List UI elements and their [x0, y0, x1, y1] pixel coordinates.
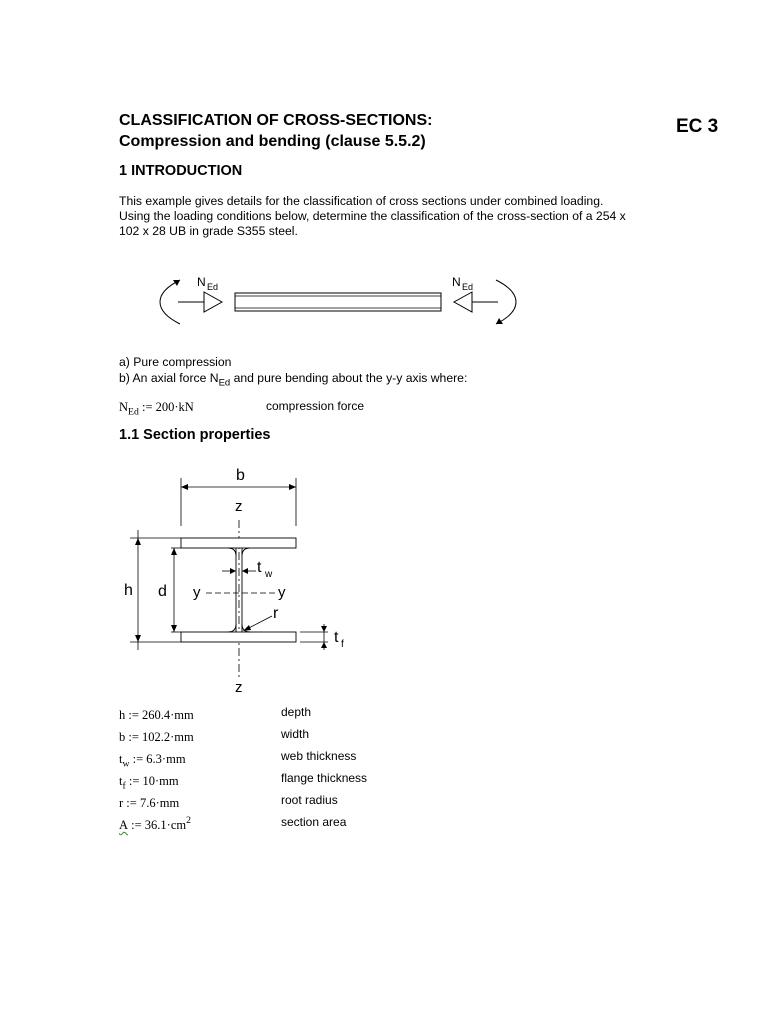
section-properties-list — [119, 706, 579, 838]
property-expression: $t_w$ := 6.3·mm — [119, 752, 186, 770]
load-case-a: a) Pure compression — [119, 355, 232, 369]
depth-h-label: h — [124, 582, 133, 599]
right-force-label: N — [452, 275, 461, 289]
axial-force-description: compression force — [266, 399, 365, 413]
left-moment-arc — [160, 280, 180, 324]
intro-line-2: Using the loading conditions below, determine the classification of the cross-section of a 254 x — [119, 209, 626, 223]
intro-line-3: 102 x 28 UB in grade S355 steel. — [119, 224, 298, 238]
property-expression: b := 102.2·mm — [119, 730, 194, 744]
intro-line-1: This example gives details for the classification of cross sections under combined loading. — [119, 194, 604, 208]
section-properties-heading: 1.1 Section properties — [119, 427, 271, 443]
property-row — [119, 706, 579, 728]
property-description: depth — [281, 705, 312, 719]
y-axis-left-label: y — [193, 584, 201, 601]
axial-force-expression — [119, 400, 194, 418]
property-expression: $t_f$ := 10·mm — [119, 774, 179, 792]
web-depth-d-label: d — [158, 583, 167, 600]
title-line-1: CLASSIFICATION OF CROSS-SECTIONS: — [119, 112, 433, 129]
load-case-b-prefix: b) An axial force N — [119, 371, 219, 385]
axial-load-diagram — [150, 268, 530, 330]
intro-paragraph — [119, 194, 626, 239]
z-axis-bottom-label: z — [235, 679, 243, 696]
property-description: flange thickness — [281, 771, 368, 785]
property-expression: A := $36.1\cdot cm^2$ — [119, 815, 191, 832]
width-b-label: b — [236, 467, 245, 484]
property-expression: h := 260.4·mm — [119, 708, 194, 722]
property-row — [119, 794, 579, 816]
flange-thickness-sub: f — [341, 639, 344, 650]
property-row — [119, 816, 579, 838]
eurocode-label: EC 3 — [676, 116, 719, 137]
web-thickness-sub: w — [265, 569, 273, 580]
property-description: width — [281, 727, 310, 741]
i-section-diagram — [118, 460, 350, 700]
intro-heading: 1 INTRODUCTION — [119, 163, 243, 179]
right-force-arrowhead — [454, 292, 472, 312]
axial-force-symbol: N — [119, 400, 129, 414]
left-force-sub: Ed — [207, 282, 219, 292]
property-row — [119, 728, 579, 750]
load-case-b-suffix: and pure bending about the y-y axis where: — [230, 371, 468, 385]
property-row — [119, 772, 579, 794]
property-row — [119, 750, 579, 772]
bottom-flange — [181, 632, 296, 642]
axial-force-value: := 200·kN — [138, 400, 194, 414]
property-description: section area — [281, 815, 347, 829]
load-case-b-sub: Ed — [218, 377, 231, 389]
z-axis-top-label: z — [235, 498, 243, 515]
property-description: web thickness — [281, 749, 357, 763]
root-radius-label: r — [273, 605, 279, 622]
top-flange — [181, 538, 296, 548]
title-line-2: Compression and bending (clause 5.5.2) — [119, 133, 426, 150]
y-axis-right-label: y — [278, 584, 286, 601]
load-case-b — [119, 371, 468, 389]
web-thickness-label: t — [257, 559, 262, 576]
flange-thickness-label: t — [334, 629, 339, 646]
left-force-label: N — [197, 275, 206, 289]
left-force-arrowhead — [204, 292, 222, 312]
property-description: root radius — [281, 793, 338, 807]
axial-force-sub: Ed — [128, 406, 139, 418]
property-expression: r := 7.6·mm — [119, 796, 180, 810]
document-title — [119, 110, 432, 152]
right-force-sub: Ed — [462, 282, 474, 292]
right-moment-arc — [496, 280, 516, 324]
